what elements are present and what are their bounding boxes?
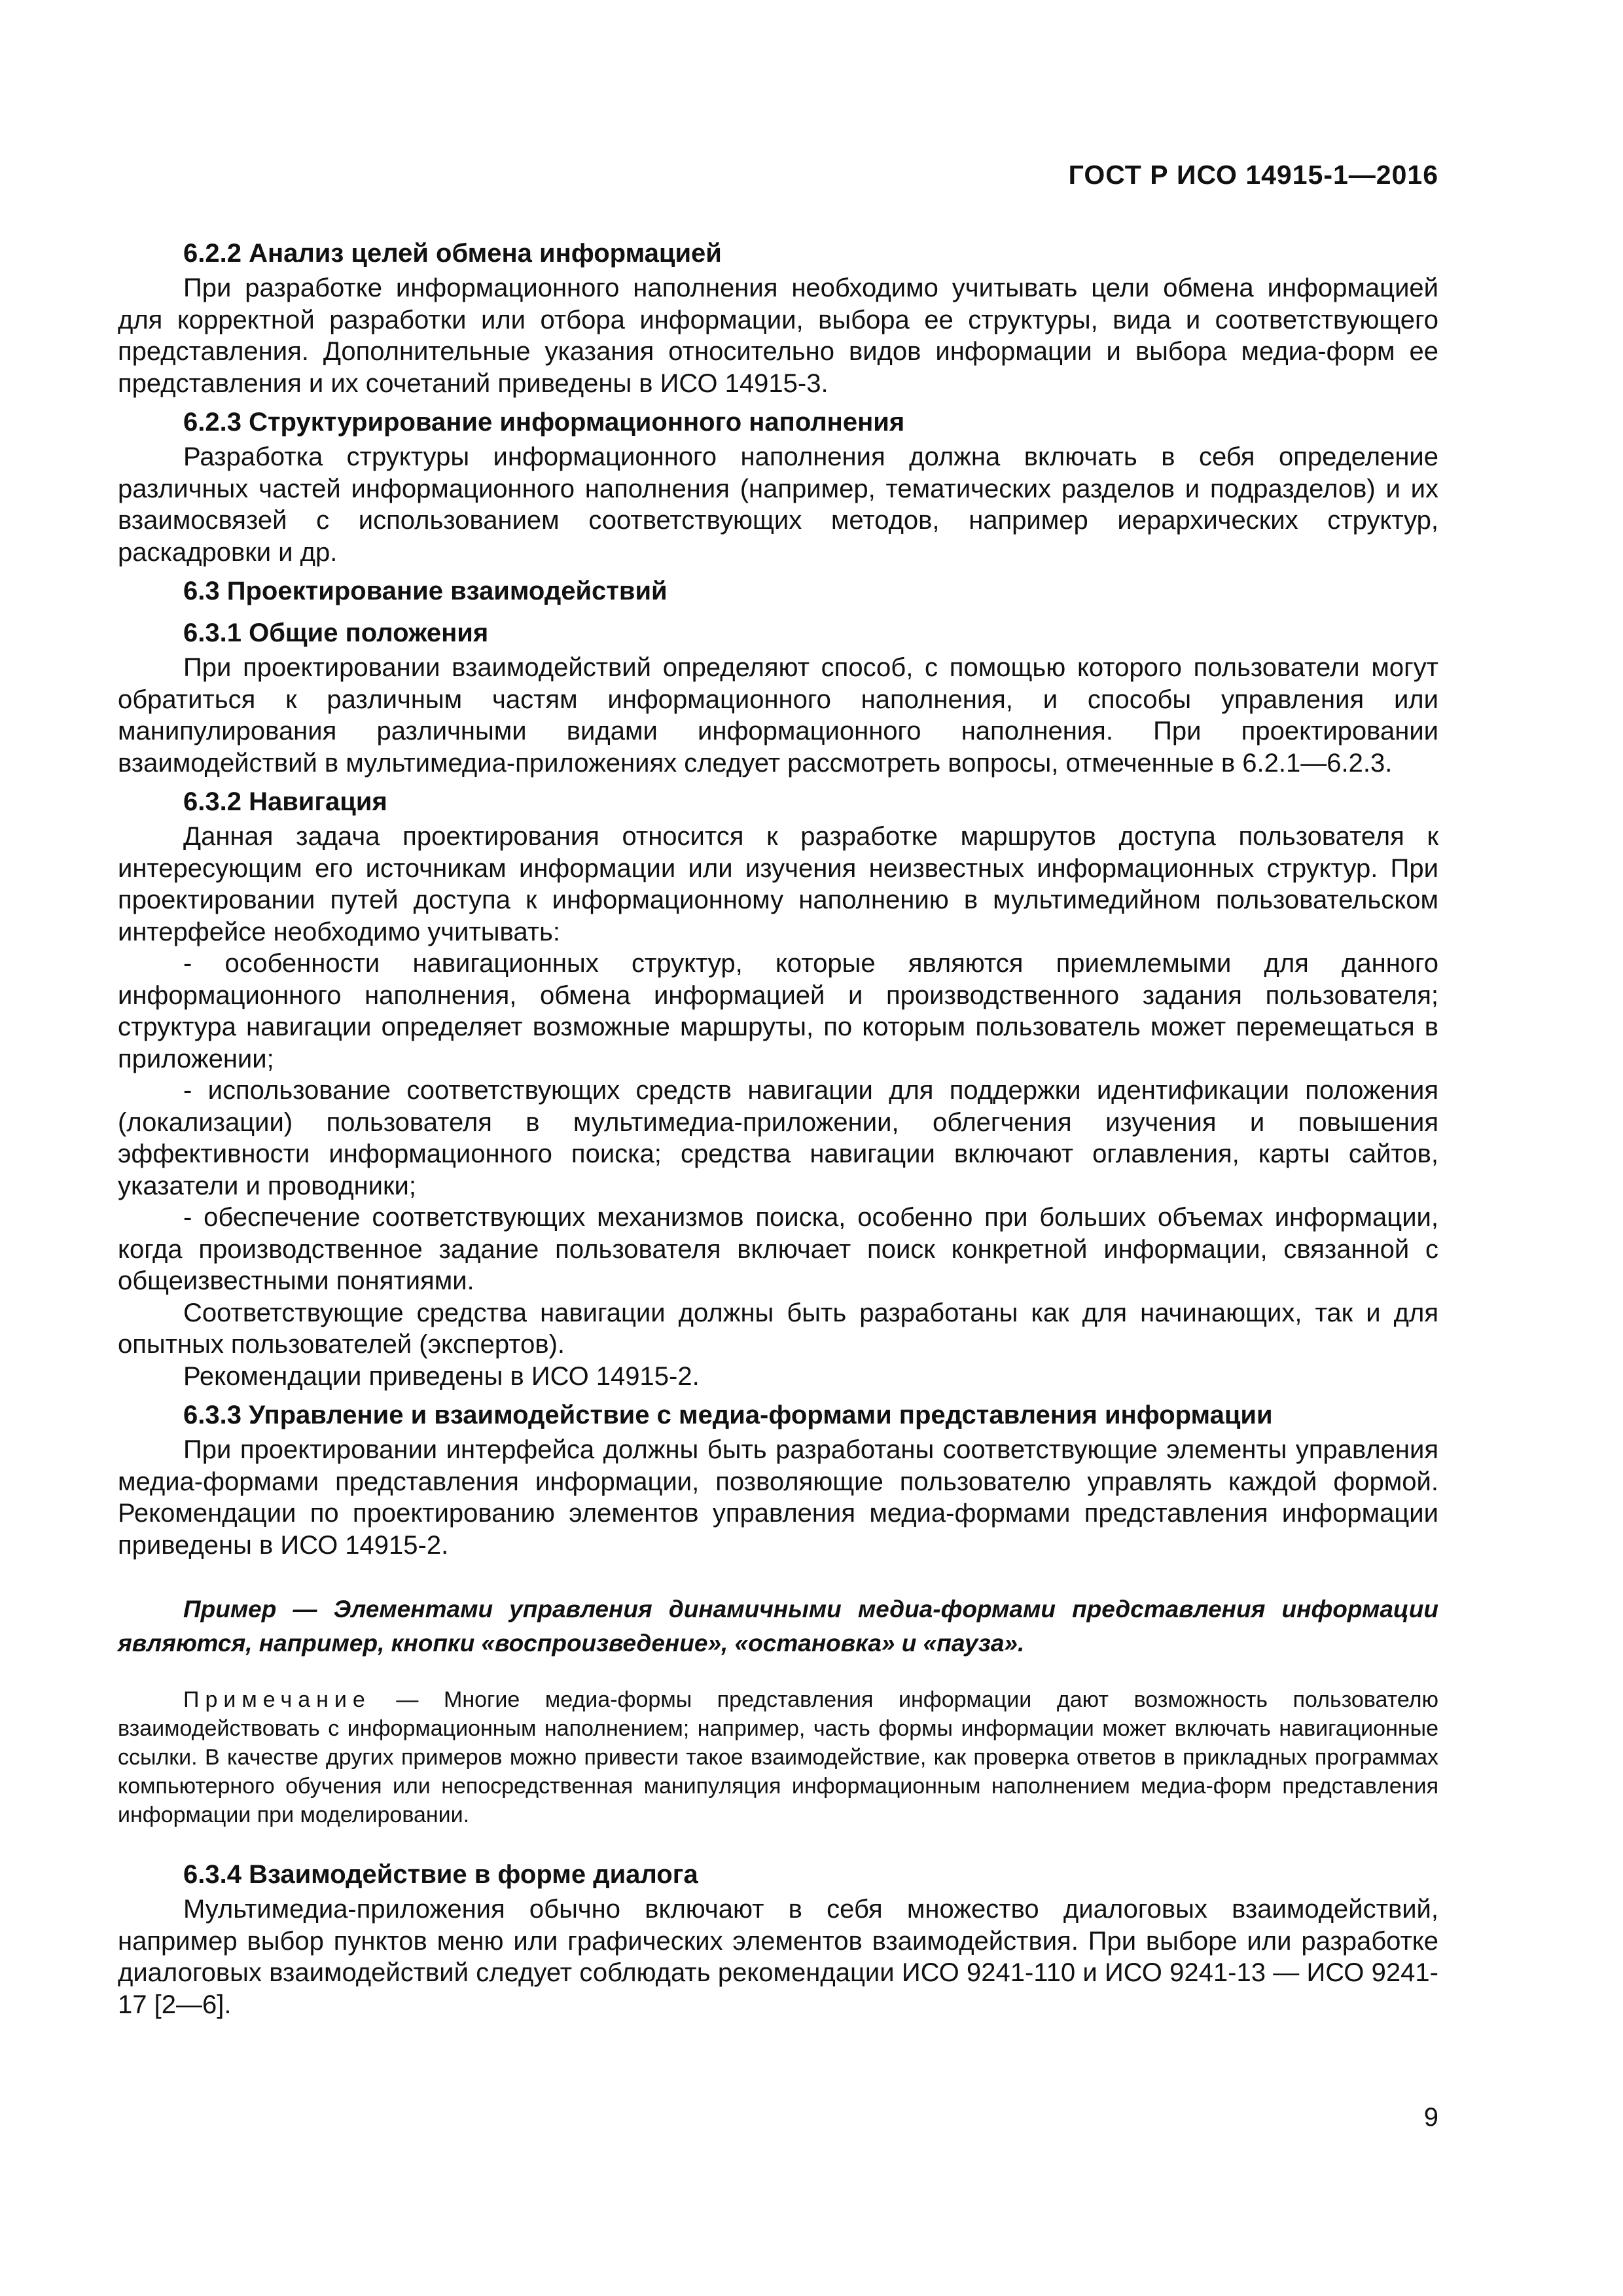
paragraph: При разработке информационного наполнения необходимо учитывать цели обмена информацией для корректной разработки или отбора информации, выбора ее структуры, вида и соответствующего представления. Дополнительные указания относительно видов информации и выбора медиа-форм ее представления и их сочетаний приведены в ИСО 14915-3. [118, 274, 1438, 398]
example-text: Пример — Элементами управления динамичными медиа-формами представления информации являются, например, кнопки «воспроизведение», «остановка» и «пауза». [118, 1596, 1438, 1657]
heading-6-3-1: 6.3.1 Общие положения [183, 619, 489, 647]
paragraph: Мультимедиа-приложения обычно включают в себя множество диалоговых взаимодействий, например выбор пунктов меню или графических элементов взаимодействия. При выборе или разработке диалоговых взаимодействий следует соблюдать рекомендации ИСО 9241-110 и ИСО 9241-13 — ИСО 9241-17 [2—6]. [118, 1895, 1438, 2019]
heading-6-3-3: 6.3.3 Управление и взаимодействие с медиа-формами представления информации [183, 1401, 1273, 1429]
document-body [118, 230, 1438, 2020]
page-number: 9 [1423, 2103, 1438, 2132]
heading-6-2-3: 6.2.3 Структурирование информационного наполнения [183, 408, 905, 437]
paragraph: Данная задача проектирования относится к разработке маршрутов доступа пользователя к интересующим его источникам информации или изучения неизвестных информационных структур. При проектировании путей доступа к информационному наполнению в мультимедийном пользовательском интерфейсе необходимо учитывать: [118, 822, 1438, 946]
paragraph: Рекомендации приведены в ИСО 14915-2. [183, 1361, 700, 1391]
note-label: Примечание [183, 1687, 371, 1712]
paragraph: При проектировании интерфейса должны быть разработаны соответствующие элементы управления медиа-формами представления информации, позволяющие пользователю управлять каждой формой. Рекомендации по проектированию элементов управления медиа-формами представления информации приведены в ИСО 14915-2. [118, 1435, 1438, 1560]
heading-6-3-4: 6.3.4 Взаимодействие в форме диалога [183, 1860, 698, 1889]
note-text: — Многие медиа-формы представления информации дают возможность пользователю взаимодействовать с информационным наполнением; например, часть формы информации может включать навигационные ссылки. В качестве других примеров можно привести такое взаимодействие, как проверка ответов в прикладных программах компьютерного обучения или непосредственная манипуляция информационным наполнением медиа-форм представления информации при моделировании. [118, 1687, 1438, 1827]
heading-6-2-2: 6.2.2 Анализ целей обмена информацией [183, 239, 722, 268]
document-code: ГОСТ Р ИСО 14915-1—2016 [1068, 160, 1438, 190]
paragraph: Соответствующие средства навигации должны быть разработаны как для начинающих, так и для опытных пользователей (экспертов). [118, 1298, 1438, 1359]
heading-6-3: 6.3 Проектирование взаимодействий [183, 577, 668, 605]
list-item: - использование соответствующих средств навигации для поддержки идентификации положения (локализации) пользователя в мультимедиа-приложении, облегчения изучения и повышения эффективности информационного поиска; средства навигации включают оглавления, карты сайтов, указатели и проводники; [118, 1076, 1438, 1200]
paragraph: Разработка структуры информационного наполнения должна включать в себя определение различных частей информационного наполнения (например, тематических разделов и подразделов) и их взаимосвязей с использованием соответствующих методов, например иерархических структур, раскадровки и др. [118, 442, 1438, 567]
list-item: - обеспечение соответствующих механизмов поиска, особенно при больших объемах информации, когда производственное задание пользователя включает поиск конкретной информации, связанной с общеизвестными понятиями. [118, 1203, 1438, 1295]
heading-6-3-2: 6.3.2 Навигация [183, 787, 387, 816]
note [118, 1685, 1438, 1829]
paragraph: При проектировании взаимодействий определяют способ, с помощью которого пользователи могут обратиться к различным частям информационного наполнения, и способы управления или манипулирования различными видами информационного наполнения. При проектировании взаимодействий в мультимедиа-приложениях следует рассмотреть вопросы, отмеченные в 6.2.1—6.2.3. [118, 653, 1438, 778]
list-item: - особенности навигационных структур, которые являются приемлемыми для данного информационного наполнения, обмена информацией и производственного задания пользователя; структура навигации определяет возможные маршруты, по которым пользователь может перемещаться в приложении; [118, 949, 1438, 1073]
